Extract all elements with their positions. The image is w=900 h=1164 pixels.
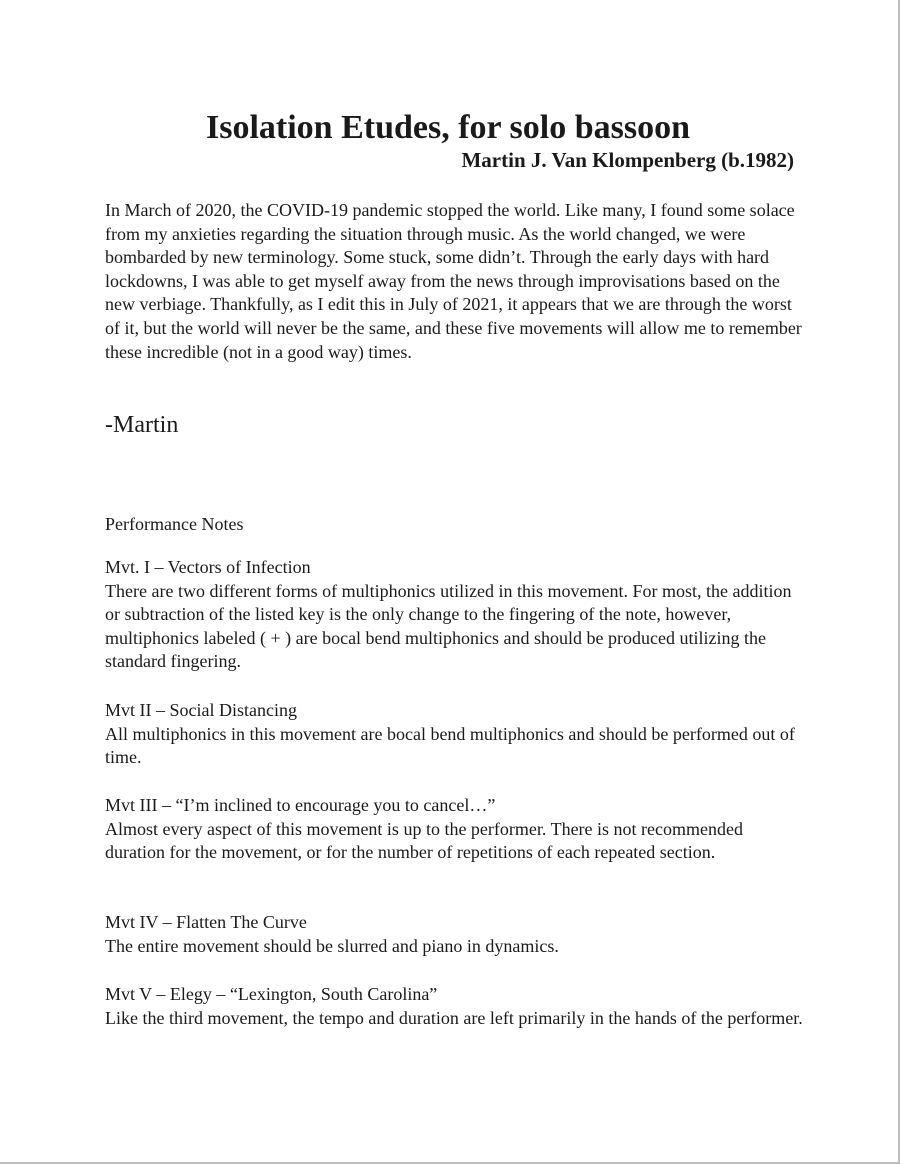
movement-text: Like the third movement, the tempo and duration are left primarily in the hands of the performer.	[105, 1007, 803, 1028]
title-text: Isolation Etudes, for solo bassoon	[206, 109, 690, 146]
movement-heading: Mvt III – “I’m inclined to encourage you to cancel…”	[105, 795, 496, 815]
movement-note-3	[105, 794, 805, 865]
movement-note-4	[105, 911, 805, 958]
movement-note-1	[105, 556, 805, 674]
movement-heading: Mvt II – Social Distancing	[105, 700, 297, 720]
movement-text: Almost every aspect of this movement is up to the performer. There is not recommended duration for the movement, or for the number of repetitions of each repeated section.	[105, 818, 743, 863]
movement-heading: Mvt V – Elegy – “Lexington, South Carolina”	[105, 984, 438, 1004]
movement-text: The entire movement should be slurred and piano in dynamics.	[105, 935, 559, 956]
movement-note-2	[105, 699, 805, 770]
composer-credit: Martin J. Van Klompenberg (b.1982)	[461, 148, 794, 172]
movement-text: All multiphonics in this movement are bocal bend multiphonics and should be performed out of time.	[105, 723, 795, 768]
movement-heading: Mvt. I – Vectors of Infection	[105, 557, 311, 577]
movement-heading: Mvt IV – Flatten The Curve	[105, 912, 307, 932]
page-title	[0, 106, 900, 150]
movement-text: There are two different forms of multiphonics utilized in this movement. For most, the addition or subtraction of the listed key is the only change to the fingering of the note, however, multiphonics labeled ( + ) are bocal bend multiphonics and should be produced utilizing the standard fingering.	[105, 580, 792, 672]
performance-notes-heading: Performance Notes	[105, 514, 244, 534]
movement-note-5	[105, 983, 805, 1030]
intro-paragraph: In March of 2020, the COVID-19 pandemic stopped the world. Like many, I found some solace from my anxieties regarding the situation through music. As the world changed, we were bombarded by new terminology. Some stuck, some didn’t. Through the early days with hard lockdowns, I was able to get myself away from the news through improvisations based on the new verbiage. Thankfully, as I edit this in July of 2021, it appears that we are through the worst of it, but the world will never be the same, and these five movements will allow me to remember these incredible (not in a good way) times.	[105, 200, 802, 362]
signature: -Martin	[105, 412, 179, 438]
